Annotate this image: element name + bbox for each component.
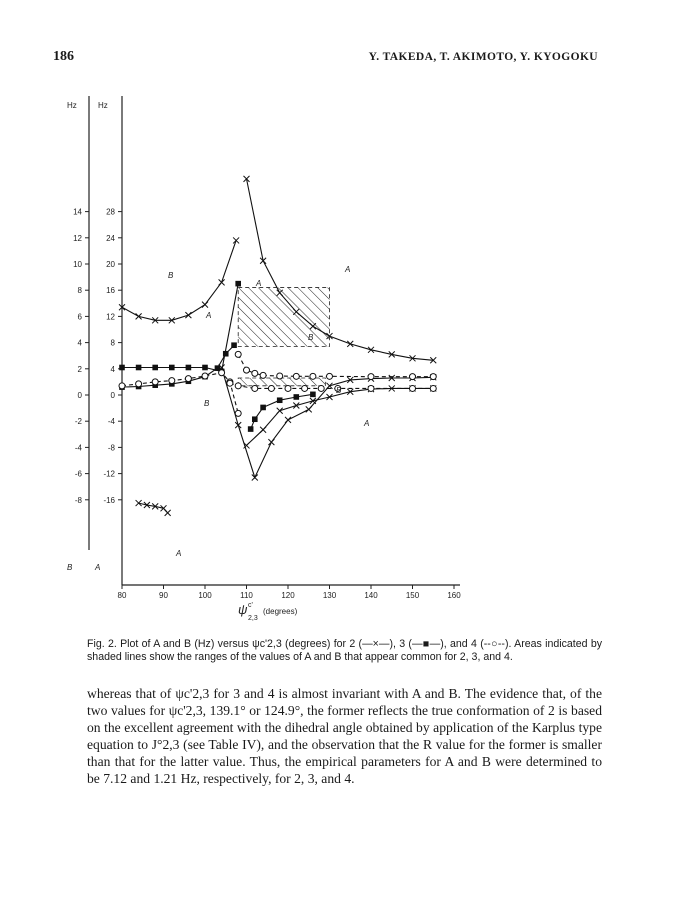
curve-label-a-center: A bbox=[256, 279, 262, 288]
left-tick-label: -8 bbox=[74, 495, 82, 505]
left-tick-label: 8 bbox=[77, 286, 82, 296]
open-circle-marker bbox=[430, 374, 436, 380]
right-tick-label: 4 bbox=[110, 364, 115, 374]
open-circle-marker bbox=[410, 385, 416, 391]
left-tick-label: 12 bbox=[73, 233, 82, 243]
left-tick-label: -2 bbox=[74, 417, 82, 427]
x-tick-label: 150 bbox=[405, 591, 420, 600]
left-tick-label: 10 bbox=[73, 260, 82, 269]
curve-line bbox=[247, 388, 434, 445]
filled-square-marker bbox=[136, 365, 142, 371]
curve-label-b-center: B bbox=[308, 333, 314, 342]
right-axis-letter: A bbox=[95, 563, 101, 572]
x-tick-label: 130 bbox=[322, 591, 337, 600]
curve-line bbox=[122, 284, 238, 372]
curve-label-b-upper: B bbox=[168, 271, 174, 280]
left-tick-label: -4 bbox=[74, 443, 82, 453]
right-tick-label: 28 bbox=[106, 207, 115, 217]
x-tick-label: 120 bbox=[281, 591, 295, 600]
open-circle-marker bbox=[185, 376, 191, 382]
page-number: 186 bbox=[53, 49, 74, 64]
x-axis-label-symbol: ψ bbox=[238, 602, 248, 617]
filled-square-marker bbox=[294, 394, 300, 400]
x-tick-label: 110 bbox=[240, 591, 253, 600]
open-circle-marker bbox=[169, 378, 175, 384]
filled-square-marker bbox=[260, 405, 266, 411]
x-tick-label: 100 bbox=[198, 591, 212, 600]
open-circle-marker bbox=[410, 374, 416, 380]
caption-lead: Fig. 2. Plot of bbox=[87, 638, 151, 650]
x-axis-label-unit: (degrees) bbox=[263, 607, 298, 616]
right-tick-label: -4 bbox=[107, 417, 115, 427]
left-tick-label: 2 bbox=[77, 364, 82, 374]
right-tick-label: 8 bbox=[110, 338, 115, 348]
x-tick-label: 90 bbox=[159, 591, 168, 600]
filled-square-marker bbox=[186, 365, 192, 371]
filled-square-marker bbox=[248, 426, 254, 432]
curve-line bbox=[122, 373, 238, 414]
right-tick-label: 24 bbox=[106, 233, 115, 243]
figure-labels bbox=[67, 101, 461, 622]
open-circle-marker bbox=[252, 370, 258, 376]
open-circle-marker bbox=[202, 373, 208, 379]
open-circle-marker bbox=[277, 373, 283, 379]
filled-square-marker bbox=[277, 397, 283, 403]
open-circle-marker bbox=[368, 385, 374, 391]
filled-square-marker bbox=[231, 342, 237, 348]
curve-label-b-right: B bbox=[336, 386, 342, 395]
x-tick-label: 160 bbox=[447, 591, 461, 600]
open-circle-marker bbox=[136, 381, 142, 387]
left-tick-label: 4 bbox=[77, 338, 82, 348]
right-tick-label: -8 bbox=[107, 443, 115, 453]
filled-square-marker bbox=[119, 365, 125, 371]
curve-label-a-lower: A bbox=[364, 419, 370, 428]
left-tick-label: 14 bbox=[73, 207, 82, 217]
right-tick-label: 0 bbox=[110, 391, 115, 400]
open-circle-marker bbox=[119, 383, 125, 389]
filled-square-marker bbox=[202, 365, 208, 371]
open-circle-marker bbox=[430, 385, 436, 391]
body-paragraph: whereas that of ψc'2,3 for 3 and 4 is almost invariant with A and B. The evidence that, of the two values for ψc'2,3, 139.1° or 124.9°, the former reflects the true conformation of 2 is based on the excellent agreement with the dihedral angle obtained by application of the Karplus type equation to J°2,3 (see Table IV), and the observation that the R value for the former is smaller than that for the latter value. Thus, the empirical parameters for A and B were determined to be 7.12 and 1.21 Hz, respectively, for 2, 3, and 4. bbox=[87, 686, 602, 786]
curve-line bbox=[238, 354, 433, 376]
figure-caption bbox=[87, 638, 602, 664]
left-axis-letter: B bbox=[67, 563, 73, 572]
left-tick-label: 6 bbox=[77, 312, 82, 322]
curve-label-a-small: A bbox=[206, 311, 212, 320]
right-tick-label: 16 bbox=[106, 286, 115, 296]
open-circle-marker bbox=[327, 373, 333, 379]
left-tick-label: 0 bbox=[77, 391, 82, 400]
left-tick-label: -6 bbox=[74, 469, 82, 479]
right-axis-unit: Hz bbox=[98, 101, 108, 110]
open-circle-marker bbox=[235, 351, 241, 357]
curve-label-a-upper: A bbox=[345, 265, 351, 274]
running-head: Y. TAKEDA, T. AKIMOTO, Y. KYOGOKU bbox=[368, 51, 598, 63]
left-axis-unit: Hz bbox=[67, 101, 77, 110]
open-circle-marker bbox=[152, 379, 158, 385]
filled-square-marker bbox=[169, 365, 175, 371]
filled-square-marker bbox=[235, 281, 241, 287]
open-circle-marker bbox=[318, 385, 324, 391]
caption-text: A and B (Hz) versus ψc'2,3 (degrees) for 2 (—×—), 3 (—■—), and 4 (--○--). Areas indicated by shaded lines show the ranges of the values of A and B that appear common for 2, 3, and 4. bbox=[87, 638, 603, 663]
open-circle-marker bbox=[368, 374, 374, 380]
open-circle-marker bbox=[252, 385, 258, 391]
filled-square-marker bbox=[152, 365, 158, 371]
curve-label-b-lower: B bbox=[204, 399, 210, 408]
x-axis-label-superscript: c' bbox=[248, 602, 253, 609]
x-tick-label: 80 bbox=[117, 591, 127, 600]
open-circle-marker bbox=[260, 372, 266, 378]
body-text bbox=[87, 685, 602, 787]
curve-label-a-bottom: A bbox=[176, 549, 182, 558]
right-tick-label: 12 bbox=[106, 312, 115, 322]
filled-square-marker bbox=[252, 416, 258, 422]
right-tick-label: 20 bbox=[106, 260, 115, 269]
shaded-regions bbox=[238, 288, 329, 386]
x-tick-label: 140 bbox=[364, 591, 378, 600]
filled-square-marker bbox=[310, 392, 316, 398]
open-circle-marker bbox=[293, 373, 299, 379]
open-circle-marker bbox=[227, 380, 233, 386]
open-circle-marker bbox=[268, 385, 274, 391]
right-tick-label: -16 bbox=[103, 495, 115, 505]
shaded-region-1 bbox=[238, 288, 329, 347]
open-circle-marker bbox=[219, 370, 225, 376]
open-circle-marker bbox=[235, 383, 241, 389]
open-circle-marker bbox=[285, 385, 291, 391]
open-circle-marker bbox=[235, 410, 241, 416]
open-circle-marker bbox=[302, 385, 308, 391]
open-circle-marker bbox=[310, 373, 316, 379]
right-tick-label: -12 bbox=[103, 469, 115, 479]
x-axis-label-subscript: 2,3 bbox=[248, 615, 258, 622]
open-circle-marker bbox=[244, 367, 250, 373]
